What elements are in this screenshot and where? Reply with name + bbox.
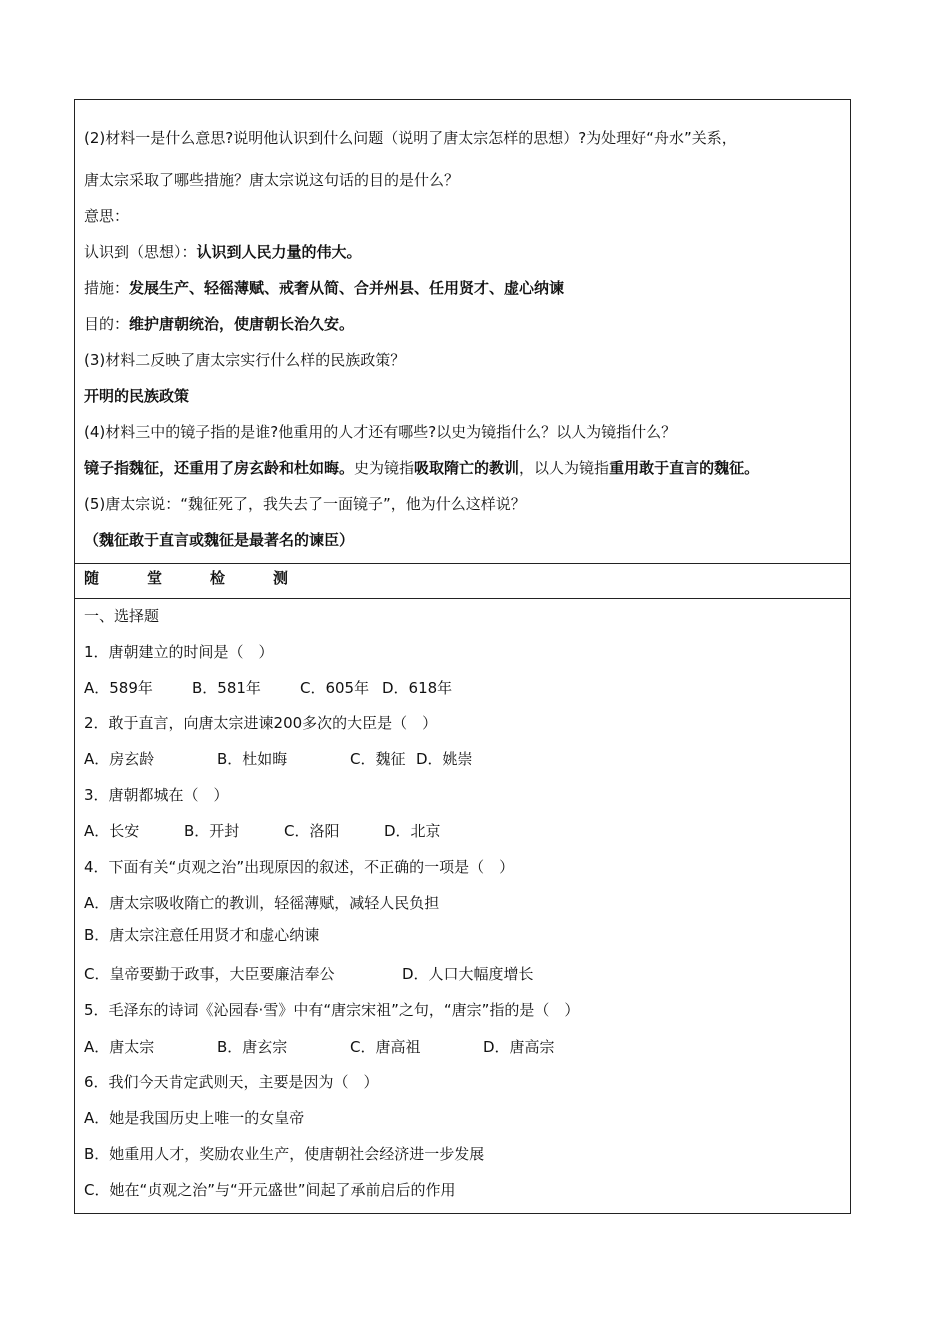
measures-label: 措施： [84,279,130,297]
purpose-answer: 维护唐朝统治，使唐朝长治久安。 [129,315,355,333]
meaning-label: 意思： [84,207,130,225]
question-3: (3)材料二反映了唐太宗实行什么样的民族政策？ [84,351,406,369]
question-4-answer-row [84,458,759,478]
q4-answer-1: 镜子指魏征，还重用了房玄龄和杜如晦。 [84,459,355,477]
header-char-2: 堂 [147,569,163,587]
q2-option-b: B．杜如晦 [217,750,288,768]
purpose-row [84,314,354,334]
q1-option-a: A．589年 [84,679,153,697]
quiz-q4-option-a: A．唐太宗吸收隋亡的教训，轻徭薄赋，减轻人民负担 [84,894,440,912]
q1-option-c: C．605年 [300,679,370,697]
section-divider-bottom [75,598,850,599]
quiz-q2: 2．敢于直言，向唐太宗进谏200多次的大臣是（ ） [84,714,438,732]
q1-option-b: B．581年 [192,679,261,697]
question-3-answer: 开明的民族政策 [84,387,190,405]
q2-option-c: C．魏征 [350,750,406,768]
quiz-q4-option-b: B．唐太宗注意任用贤才和虚心纳谏 [84,926,320,944]
realize-answer: 认识到人民力量的伟大。 [196,243,362,261]
q3-option-a: A．长安 [84,822,140,840]
question-5-answer: （魏征敢于直言或魏征是最著名的谏臣） [84,531,355,549]
q4-text-2: ，以人为镜指 [519,459,610,477]
section-divider-top [75,563,850,564]
realize-label: 认识到（思想）： [84,243,197,261]
quiz-type-label: 一、选择题 [84,607,160,625]
q3-option-d: D．北京 [384,822,441,840]
quiz-q4-options-cd [84,964,534,984]
q2-option-a: A．房玄龄 [84,750,155,768]
q3-option-b: B．开封 [184,822,240,840]
header-char-3: 检 [210,569,226,587]
section-header [84,568,336,588]
quiz-q6-option-b: B．她重用人才，奖励农业生产，使唐朝社会经济进一步发展 [84,1145,485,1163]
quiz-q4: 4．下面有关“贞观之治”出现原因的叙述，不正确的一项是（ ） [84,858,515,876]
quiz-q5: 5．毛泽东的诗词《沁园春·雪》中有“唐宗宋祖”之句，“唐宗”指的是（ ） [84,1001,580,1019]
quiz-q2-options [84,749,473,769]
quiz-q6-option-a: A．她是我国历史上唯一的女皇帝 [84,1109,305,1127]
quiz-q1-options [84,678,452,698]
measures-answer: 发展生产、轻徭薄赋、戒奢从简、合并州县、任用贤才、虚心纳谏 [129,279,565,297]
question-5: (5)唐太宗说：“魏征死了，我失去了一面镜子”，他为什么这样说？ [84,495,526,513]
q3-option-c: C．洛阳 [284,822,340,840]
q4-option-d: D．人口大幅度增长 [402,965,534,983]
purpose-label: 目的： [84,315,130,333]
q5-option-c: C．唐高祖 [350,1038,421,1056]
quiz-q3: 3．唐朝都城在（ ） [84,786,229,804]
q4-answer-2: 吸取隋亡的教训 [414,459,520,477]
q4-option-c: C．皇帝要勤于政事，大臣要廉洁奉公 [84,965,335,983]
measures-row [84,278,564,298]
quiz-q1: 1．唐朝建立的时间是（ ） [84,643,274,661]
quiz-q6: 6．我们今天肯定武则天，主要是因为（ ） [84,1073,379,1091]
q1-option-d: D．618年 [382,679,453,697]
header-char-1: 随 [84,569,100,587]
q2-option-d: D．姚崇 [416,750,473,768]
q5-option-b: B．唐玄宗 [217,1038,288,1056]
question-4: (4)材料三中的镜子指的是谁?他重用的人才还有哪些?以史为镜指什么？以人为镜指什么？ [84,423,677,441]
q4-answer-3: 重用敢于直言的魏征。 [609,459,760,477]
quiz-q3-options [84,821,441,841]
header-char-4: 测 [273,569,289,587]
realize-row [84,242,362,262]
worksheet-frame [74,99,851,1214]
question-2-line-1: (2)材料一是什么意思?说明他认识到什么问题（说明了唐太宗怎样的思想）?为处理好“舟水”关系， [84,129,737,147]
quiz-q6-option-c: C．她在“贞观之治”与“开元盛世”间起了承前启后的作用 [84,1181,456,1199]
quiz-q5-options [84,1037,555,1057]
q5-option-d: D．唐高宗 [483,1038,555,1056]
q5-option-a: A．唐太宗 [84,1038,155,1056]
question-2-line-2: 唐太宗采取了哪些措施？唐太宗说这句话的目的是什么？ [84,171,460,189]
q4-text-1: 史为镜指 [354,459,415,477]
